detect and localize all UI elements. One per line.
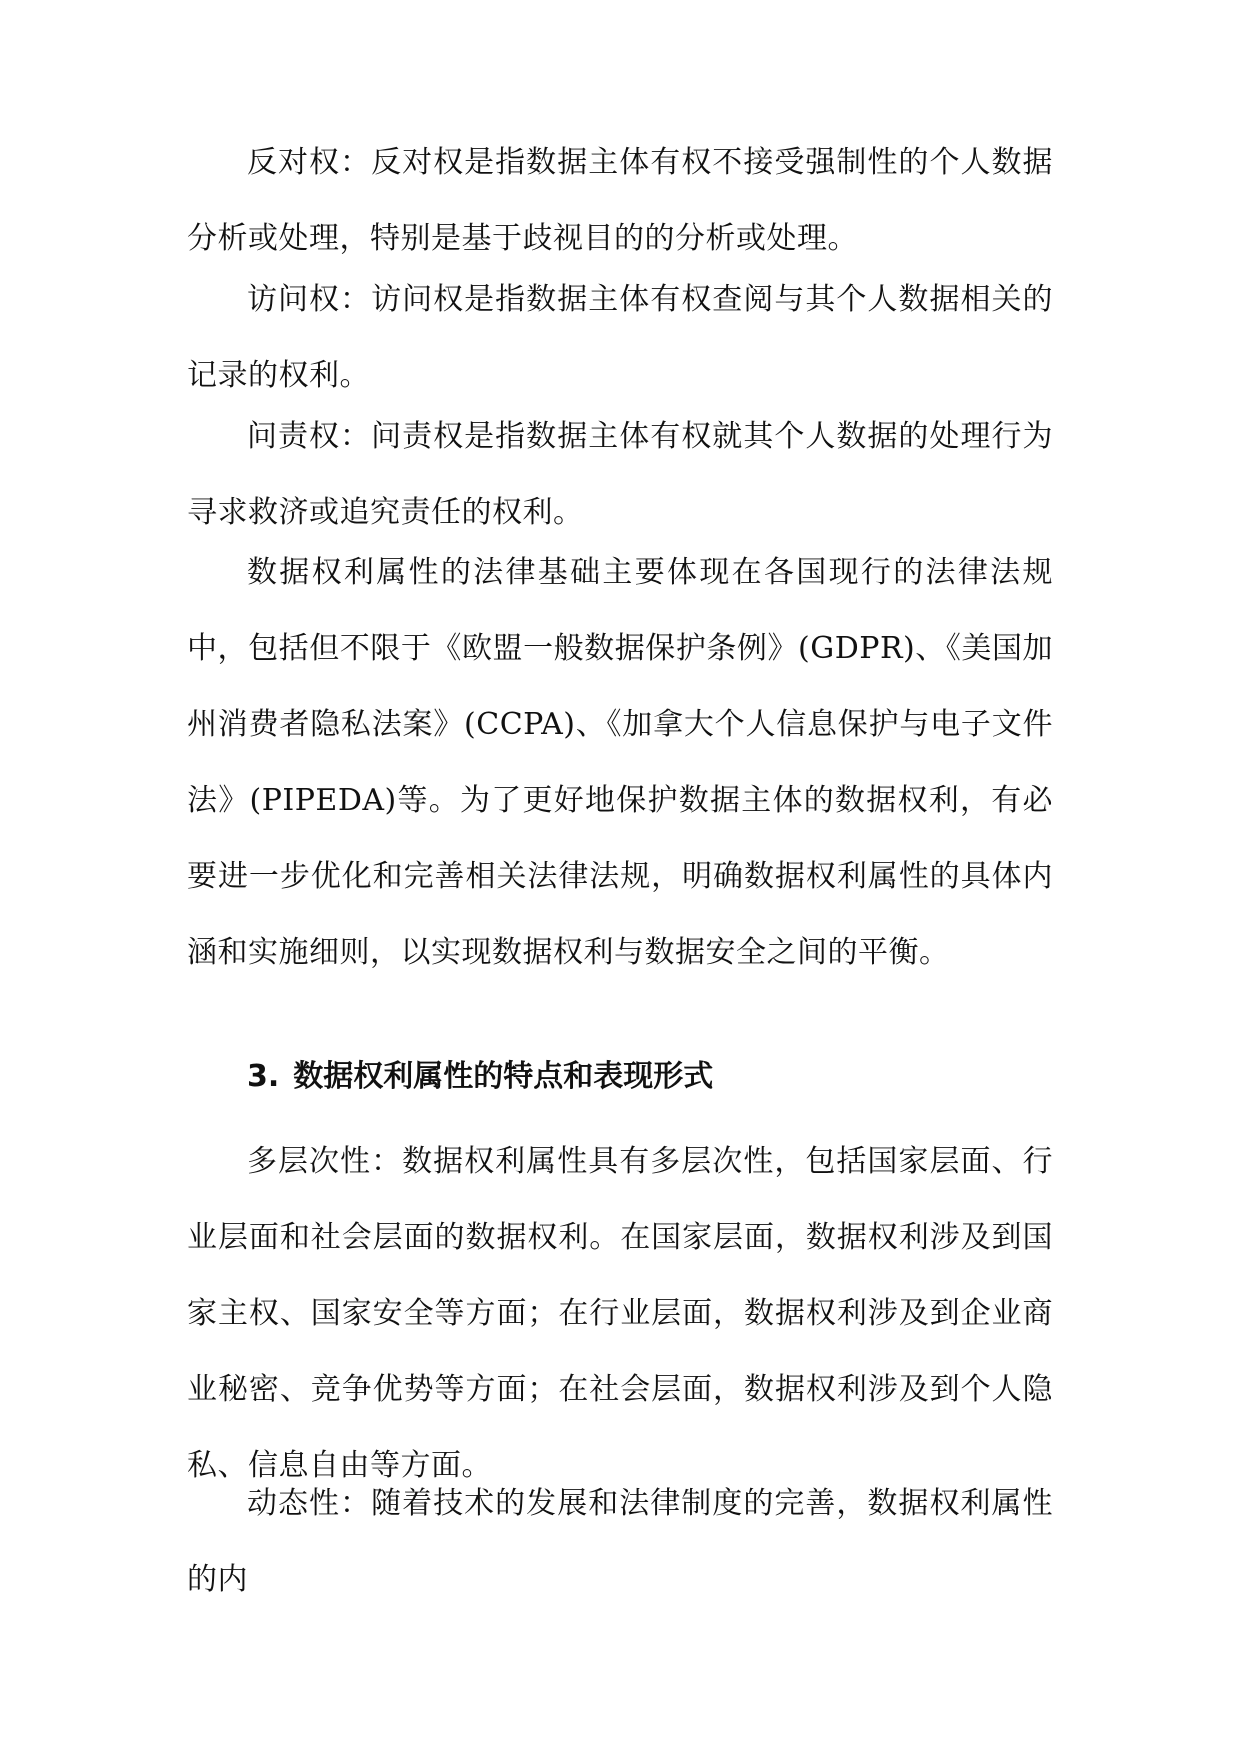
section-number: 3. (247, 1059, 280, 1094)
paragraph-access-right: 访问权：访问权是指数据主体有权查阅与其个人数据相关的记录的权利。 (187, 282, 1053, 393)
paragraph-multilevel: 多层次性：数据权利属性具有多层次性，包括国家层面、行业层面和社会层面的数据权利。在国家层面，数据权利涉及到国家主权、国家安全等方面；在行业层面，数据权利涉及到企业商业秘密、竞争优势等方面；在社会层面，数据权利涉及到个人隐私、信息自由等方面。 (187, 1144, 1053, 1483)
section-title: 数据权利属性的特点和表现形式 (293, 1059, 714, 1094)
paragraph-accountability-right: 问责权：问责权是指数据主体有权就其个人数据的处理行为寻求救济或追究责任的权利。 (187, 419, 1053, 530)
paragraph-objection-right: 反对权：反对权是指数据主体有权不接受强制性的个人数据分析或处理，特别是基于歧视目的的分析或处理。 (187, 145, 1053, 256)
paragraph-dynamic: 动态性：随着技术的发展和法律制度的完善，数据权利属性的内 (187, 1486, 1053, 1597)
section-heading (247, 1057, 1053, 1097)
paragraph-legal-basis: 数据权利属性的法律基础主要体现在各国现行的法律法规中，包括但不限于《欧盟一般数据保护条例》(GDPR)、《美国加州消费者隐私法案》(CCPA)、《加拿大个人信息保护与电子文件法》(PIPEDA)等。为了更好地保护数据主体的数据权利，有必要进一步优化和完善相关法律法规，明确数据权利属性的具体内涵和实施细则，以实现数据权利与数据安全之间的平衡。 (187, 555, 1053, 970)
